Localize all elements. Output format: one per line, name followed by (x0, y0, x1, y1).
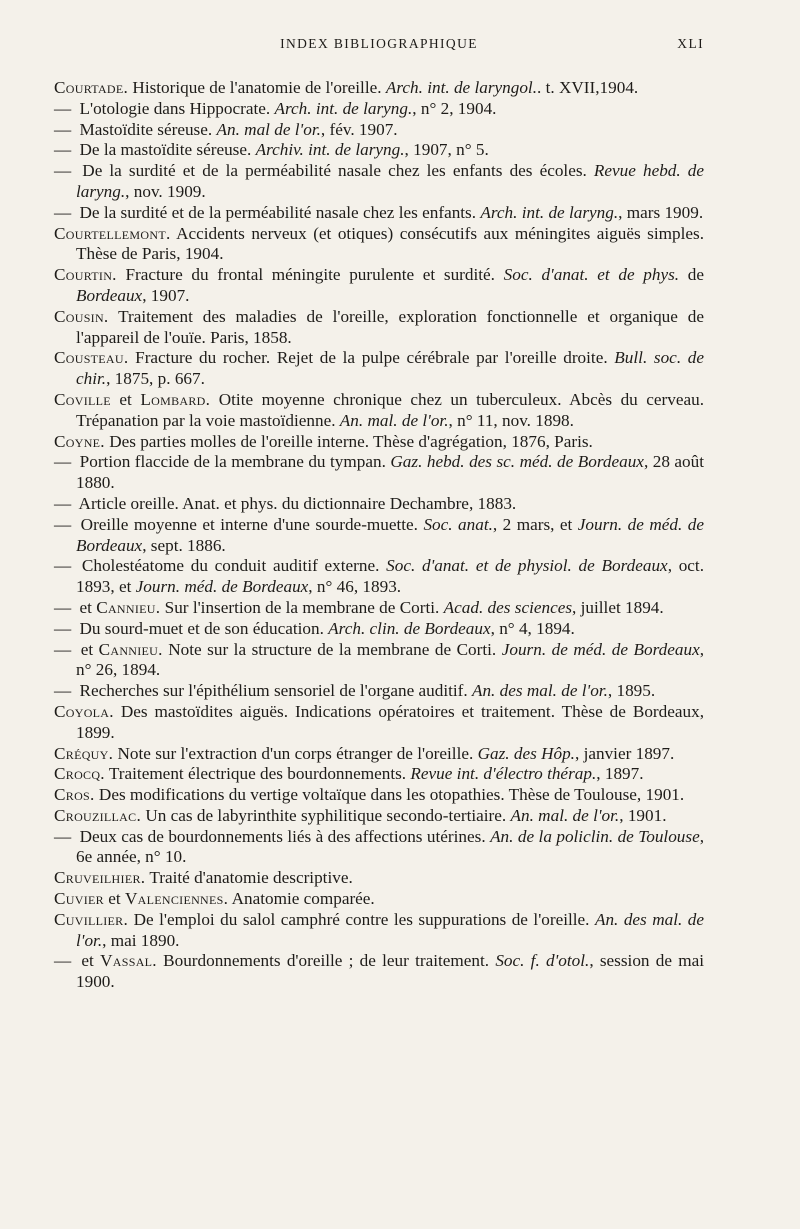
bibliography-entry (54, 910, 704, 952)
entry-text: Des modifications du vertige voltaïque dans les otopathies. Thèse de Toulouse, 1901. (94, 785, 685, 805)
entry-text: L'otologie dans Hippocrate. (75, 98, 275, 118)
bibliography-entry (54, 598, 704, 619)
bibliography-entry (54, 951, 704, 993)
bibliography-entry (54, 224, 704, 266)
entry-text: Traitement électrique des bourdonnements. (104, 764, 411, 784)
journal-title: Gaz. hebd. des sc. méd. de Bordeaux (390, 452, 644, 472)
journal-title: Arch. int. de laryngol. (385, 78, 538, 97)
entry-text: De la mastoïdite séreuse. (75, 140, 256, 160)
ditto-dash: — (54, 493, 72, 513)
ditto-dash: — (54, 98, 72, 118)
bibliography-entry (54, 702, 704, 744)
bibliography-entry (54, 120, 704, 141)
entry-text: , n° 26, 1894. (76, 639, 704, 680)
entry-text: , mars 1909. (618, 202, 704, 222)
ditto-dash: — (54, 556, 72, 576)
journal-title: Arch. clin. de Bordeaux (328, 618, 491, 638)
author-name: Crocq. (54, 764, 105, 784)
journal-title: Arch. int. de laryng. (274, 98, 413, 118)
entry-text: , oct. 1893, et (76, 556, 705, 597)
page-number: XLI (677, 36, 704, 51)
journal-title: Soc. d'anat. et de phys. (503, 265, 680, 285)
author-name: Cros. (54, 785, 95, 805)
entry-text: , juillet 1894. (572, 597, 664, 617)
bibliography-entry (54, 806, 704, 827)
journal-title: Bordeaux (76, 285, 143, 305)
entry-text: Otite moyenne chronique chez un tuberculeux. Abcès du cerveau. Trépanation par la voie mastoïdienne. (76, 389, 704, 430)
entry-text: , 1875, p. 667. (106, 369, 205, 389)
entry-text: De la surdité et de la perméabilité nasale chez les enfants des écoles. (75, 161, 594, 181)
entry-text: et (75, 597, 97, 617)
author-name: Cuvier (54, 889, 104, 909)
journal-title: Soc. f. d'otol. (495, 951, 590, 971)
entry-text: , 1895. (607, 681, 656, 701)
author-name: Cruveilhier. (54, 868, 146, 888)
entry-text: , 1907, n° 5. (404, 140, 489, 160)
bibliography-list (54, 56, 704, 993)
entry-text: , janvier 1897. (574, 743, 675, 763)
entry-text: Du sourd-muet et de son éducation. (75, 618, 329, 638)
entry-text: , 28 août 1880. (76, 452, 705, 493)
ditto-dash: — (54, 161, 72, 181)
author-name: Créquy. (54, 743, 114, 763)
entry-text: Recherches sur l'épithélium sensoriel de l'organe auditif. (75, 681, 472, 701)
author-name: Cousin. (54, 306, 109, 326)
entry-text: . t. XVII,1904. (537, 78, 639, 97)
bibliography-entry (54, 556, 704, 598)
journal-title: Journ. de méd. de Bordeaux (76, 514, 704, 555)
entry-text: Deux cas de bourdonnements liés à des affections utérines. (75, 826, 491, 846)
author-name: Cuvillier. (54, 909, 129, 929)
ditto-dash: — (54, 119, 72, 139)
bibliography-entry (54, 99, 704, 120)
ditto-dash: — (54, 452, 72, 472)
author-name: Cannieu. (96, 597, 161, 617)
entry-text: Bourdonnements d'oreille ; de leur traitement. (156, 951, 496, 971)
bibliography-entry (54, 640, 704, 682)
entry-text: , sept. 1886. (142, 535, 226, 555)
bibliography-entry (54, 868, 704, 889)
ditto-dash: — (54, 597, 72, 617)
bibliography-entry (54, 681, 704, 702)
entry-text: Un cas de labyrinthite syphilitique secondo-tertiaire. (141, 805, 511, 825)
entry-text: Fracture du frontal méningite purulente et surdité. (116, 265, 504, 285)
author-name: Lombard. (140, 389, 211, 409)
entry-text: , n° 46, 1893. (308, 577, 402, 597)
page-title: INDEX BIBLIOGRAPHIQUE (280, 36, 478, 51)
bibliography-entry (54, 140, 704, 161)
entry-text: et (110, 389, 141, 409)
journal-title: Journ. de méd. de Bordeaux (501, 639, 700, 659)
author-name: Courtellemont. (54, 223, 171, 243)
entry-text: Fracture du rocher. Rejet de la pulpe cérébrale par l'oreille droite. (128, 348, 615, 368)
journal-title: An. mal. de l'or. (510, 805, 620, 825)
bibliography-entry (54, 515, 704, 557)
bibliography-entry (54, 619, 704, 640)
journal-title: Revue int. d'électro thérap. (410, 764, 597, 784)
author-name: Valenciennes. (124, 889, 229, 909)
bibliography-entry (54, 307, 704, 349)
bibliography-entry (54, 203, 704, 224)
entry-text: Traitement des maladies de l'oreille, exploration fonctionnelle et organique de l'appareil de l'ouïe. Paris, 1858. (76, 306, 704, 347)
entry-text: Note sur l'extraction d'un corps étranger de l'oreille. (113, 743, 478, 763)
entry-text: Historique de l'anatomie de l'oreille. (128, 78, 386, 97)
author-name: Cannieu. (98, 639, 163, 659)
bibliography-entry (54, 764, 704, 785)
ditto-dash: — (54, 618, 72, 638)
entry-text: , fév. 1907. (320, 119, 398, 139)
journal-title: Journ. méd. de Bordeaux (135, 577, 309, 597)
journal-title: An. de la policlin. de Toulouse (490, 826, 700, 846)
entry-text: Sur l'insertion de la membrane de Corti. (160, 597, 444, 617)
entry-text: , 1907. (142, 285, 190, 305)
ditto-dash: — (54, 140, 72, 160)
entry-text: Mastoïdite séreuse. (75, 119, 217, 139)
entry-text: Article oreille. Anat. et phys. du dictionnaire Dechambre, 1883. (75, 493, 517, 513)
entry-text: , n° 2, 1904. (412, 98, 497, 118)
author-name: Vassal. (100, 951, 157, 971)
entry-text: De l'emploi du salol camphré contre les suppurations de l'oreille. (128, 909, 595, 929)
entry-text: de (679, 265, 704, 285)
bibliography-entry (54, 494, 704, 515)
entry-text: , 6e année, n° 10. (76, 826, 704, 867)
entry-text: , 1901. (619, 805, 667, 825)
entry-text: Cholestéatome du conduit auditif externe. (75, 556, 387, 576)
journal-title: Revue hebd. de laryng. (76, 161, 704, 201)
entry-text: , session de mai 1900. (76, 951, 704, 992)
entry-text: et (103, 889, 125, 909)
running-header (54, 0, 704, 56)
entry-text: Anatomie comparée. (228, 889, 375, 909)
entry-text: Oreille moyenne et interne d'une sourde-muette. (75, 514, 424, 534)
bibliography-entry (54, 348, 704, 390)
entry-text: Traité d'anatomie descriptive. (145, 868, 353, 888)
entry-text: Des mastoïdites aiguës. Indications opératoires et traitement. Thèse de Bordeaux, 1899. (76, 701, 704, 742)
entry-text: Note sur la structure de la membrane de Corti. (162, 639, 502, 659)
journal-title: Arch. int. de laryng. (480, 202, 619, 222)
ditto-dash: — (54, 202, 72, 222)
bibliography-entry (54, 432, 704, 453)
author-name: Courtade. (54, 78, 129, 97)
bibliography-entry (54, 744, 704, 765)
entry-text: , 2 mars, et (492, 514, 578, 534)
ditto-dash: — (54, 826, 72, 846)
ditto-dash: — (54, 514, 72, 534)
bibliography-entry (54, 889, 704, 910)
entry-text: De la surdité et de la perméabilité nasale chez les enfants. (75, 202, 481, 222)
entry-text: Des parties molles de l'oreille interne. Thèse d'agrégation, 1876, Paris. (104, 431, 593, 451)
author-name: Cousteau. (54, 348, 129, 368)
bibliography-entry (54, 78, 704, 99)
entry-text: , n° 11, nov. 1898. (448, 410, 574, 430)
entry-text: Accidents nerveux (et otiques) consécutifs aux méningites aiguës simples. Thèse de Paris, 1904. (76, 223, 704, 264)
journal-title: Bull. soc. de chir. (76, 348, 704, 389)
entry-text: , mai 1890. (102, 930, 180, 950)
author-name: Coyne. (54, 431, 105, 451)
bibliography-entry (54, 390, 704, 432)
entry-text: Portion flaccide de la membrane du tympan. (75, 452, 391, 472)
entry-text: et (75, 951, 101, 971)
ditto-dash: — (54, 639, 72, 659)
journal-title: An. des mal. de l'or. (471, 681, 608, 701)
author-name: Coville (54, 389, 111, 409)
author-name: Coyola. (54, 701, 114, 721)
bibliography-entry (54, 785, 704, 806)
ditto-dash: — (54, 681, 72, 701)
entry-text: et (75, 639, 99, 659)
journal-title: Soc. anat. (423, 514, 493, 534)
bibliography-entry (54, 827, 704, 869)
journal-title: An. mal. de l'or. (339, 410, 449, 430)
ditto-dash: — (54, 951, 72, 971)
journal-title: Soc. d'anat. et de physiol. de Bordeaux (386, 556, 668, 576)
entry-text: , 1897. (596, 764, 644, 784)
journal-title: Archiv. int. de laryng. (255, 140, 405, 160)
journal-title: An. des mal. de l'or. (76, 909, 704, 950)
author-name: Courtin. (54, 265, 117, 285)
journal-title: Gaz. des Hôp. (477, 743, 575, 763)
bibliography-entry (54, 265, 704, 307)
entry-text: , nov. 1909. (125, 181, 206, 201)
journal-title: Acad. des sciences (443, 597, 573, 617)
bibliography-entry (54, 452, 704, 494)
author-name: Crouzillac. (54, 805, 142, 825)
journal-title: An. mal de l'or. (216, 119, 321, 139)
bibliography-entry (54, 161, 704, 203)
entry-text: , n° 4, 1894. (490, 618, 575, 638)
